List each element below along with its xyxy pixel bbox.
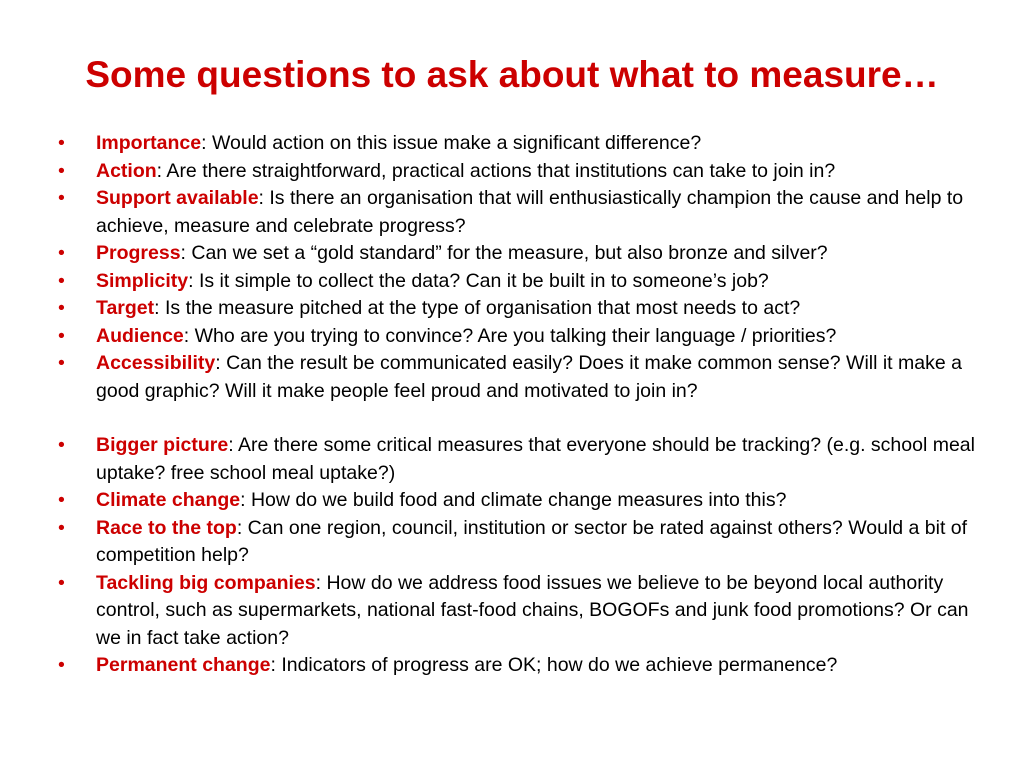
item-text: : Would action on this issue make a significant difference? xyxy=(201,132,702,154)
item-text: : Is there an organisation that will enthusiastically champion the cause and help to achieve, measure and celebrate progress? xyxy=(96,187,964,237)
list-item xyxy=(0,185,1024,240)
list-item xyxy=(0,487,1024,515)
item-text: : How do we build food and climate change measures into this? xyxy=(240,489,787,511)
list-item xyxy=(0,432,1024,487)
bullet-icon: • xyxy=(58,187,65,209)
bullet-icon: • xyxy=(58,489,65,511)
item-term: Support available xyxy=(96,187,259,209)
item-term: Importance xyxy=(96,132,202,154)
item-text: : Indicators of progress are OK; how do we achieve permanence? xyxy=(270,654,838,676)
bullet-icon: • xyxy=(58,352,65,374)
list-item xyxy=(0,570,1024,653)
item-text: : Is it simple to collect the data? Can it be built in to someone’s job? xyxy=(188,269,769,292)
list-item xyxy=(0,295,1024,323)
item-text: : Are there straightforward, practical actions that institutions can take to join in? xyxy=(156,159,836,182)
item-term: Climate change xyxy=(96,489,241,511)
bullet-icon: • xyxy=(58,516,65,539)
item-term: Audience xyxy=(96,324,184,347)
bullet-icon: • xyxy=(58,132,65,154)
list-item xyxy=(0,515,1024,570)
list-item xyxy=(0,130,1024,158)
item-text: : Can we set a “gold standard” for the measure, but also bronze and silver? xyxy=(180,242,828,264)
item-text: : Who are you trying to convince? Are you talking their language / priorities? xyxy=(183,324,837,347)
item-term: Permanent change xyxy=(96,654,271,676)
item-term: Accessibility xyxy=(96,352,216,374)
list-item xyxy=(0,268,1024,296)
slide-title: Some questions to ask about what to measure… xyxy=(85,54,939,95)
bullet-icon: • xyxy=(58,242,65,264)
item-term: Tackling big companies xyxy=(96,571,316,594)
item-term: Action xyxy=(96,159,157,182)
bullet-icon: • xyxy=(58,159,65,182)
list-item xyxy=(0,240,1024,268)
bullet-icon: • xyxy=(58,269,65,292)
item-term: Progress xyxy=(96,242,181,264)
item-term: Bigger picture xyxy=(96,434,229,456)
bullet-icon: • xyxy=(58,324,65,347)
bullet-icon: • xyxy=(58,654,65,676)
item-text: : Can the result be communicated easily? Does it make common sense? Will it make a good graphic? Will it make people feel proud and motivated to join in? xyxy=(96,352,962,402)
list-item xyxy=(0,350,1024,405)
bullet-icon: • xyxy=(58,434,65,456)
bullet-icon: • xyxy=(58,297,65,319)
bullet-icon: • xyxy=(58,571,65,594)
item-term: Simplicity xyxy=(96,269,189,292)
item-text: : Are there some critical measures that everyone should be tracking? (e.g. school meal uptake? free school meal uptake?) xyxy=(96,434,975,484)
list-item xyxy=(0,158,1024,186)
question-list xyxy=(0,130,1024,680)
item-term: Target xyxy=(96,297,155,319)
item-text: : Can one region, council, institution or sector be rated against others? Would a bit of competition help? xyxy=(96,516,968,566)
item-term: Race to the top xyxy=(96,516,237,539)
list-item xyxy=(0,652,1024,680)
list-item xyxy=(0,323,1024,351)
item-text: : Is the measure pitched at the type of organisation that most needs to act? xyxy=(154,297,801,319)
item-text: : How do we address food issues we believe to be beyond local authority control, such as supermarkets, national fast-food chains, BOGOFs and junk food promotions? Or can we in fact take action? xyxy=(96,571,969,649)
